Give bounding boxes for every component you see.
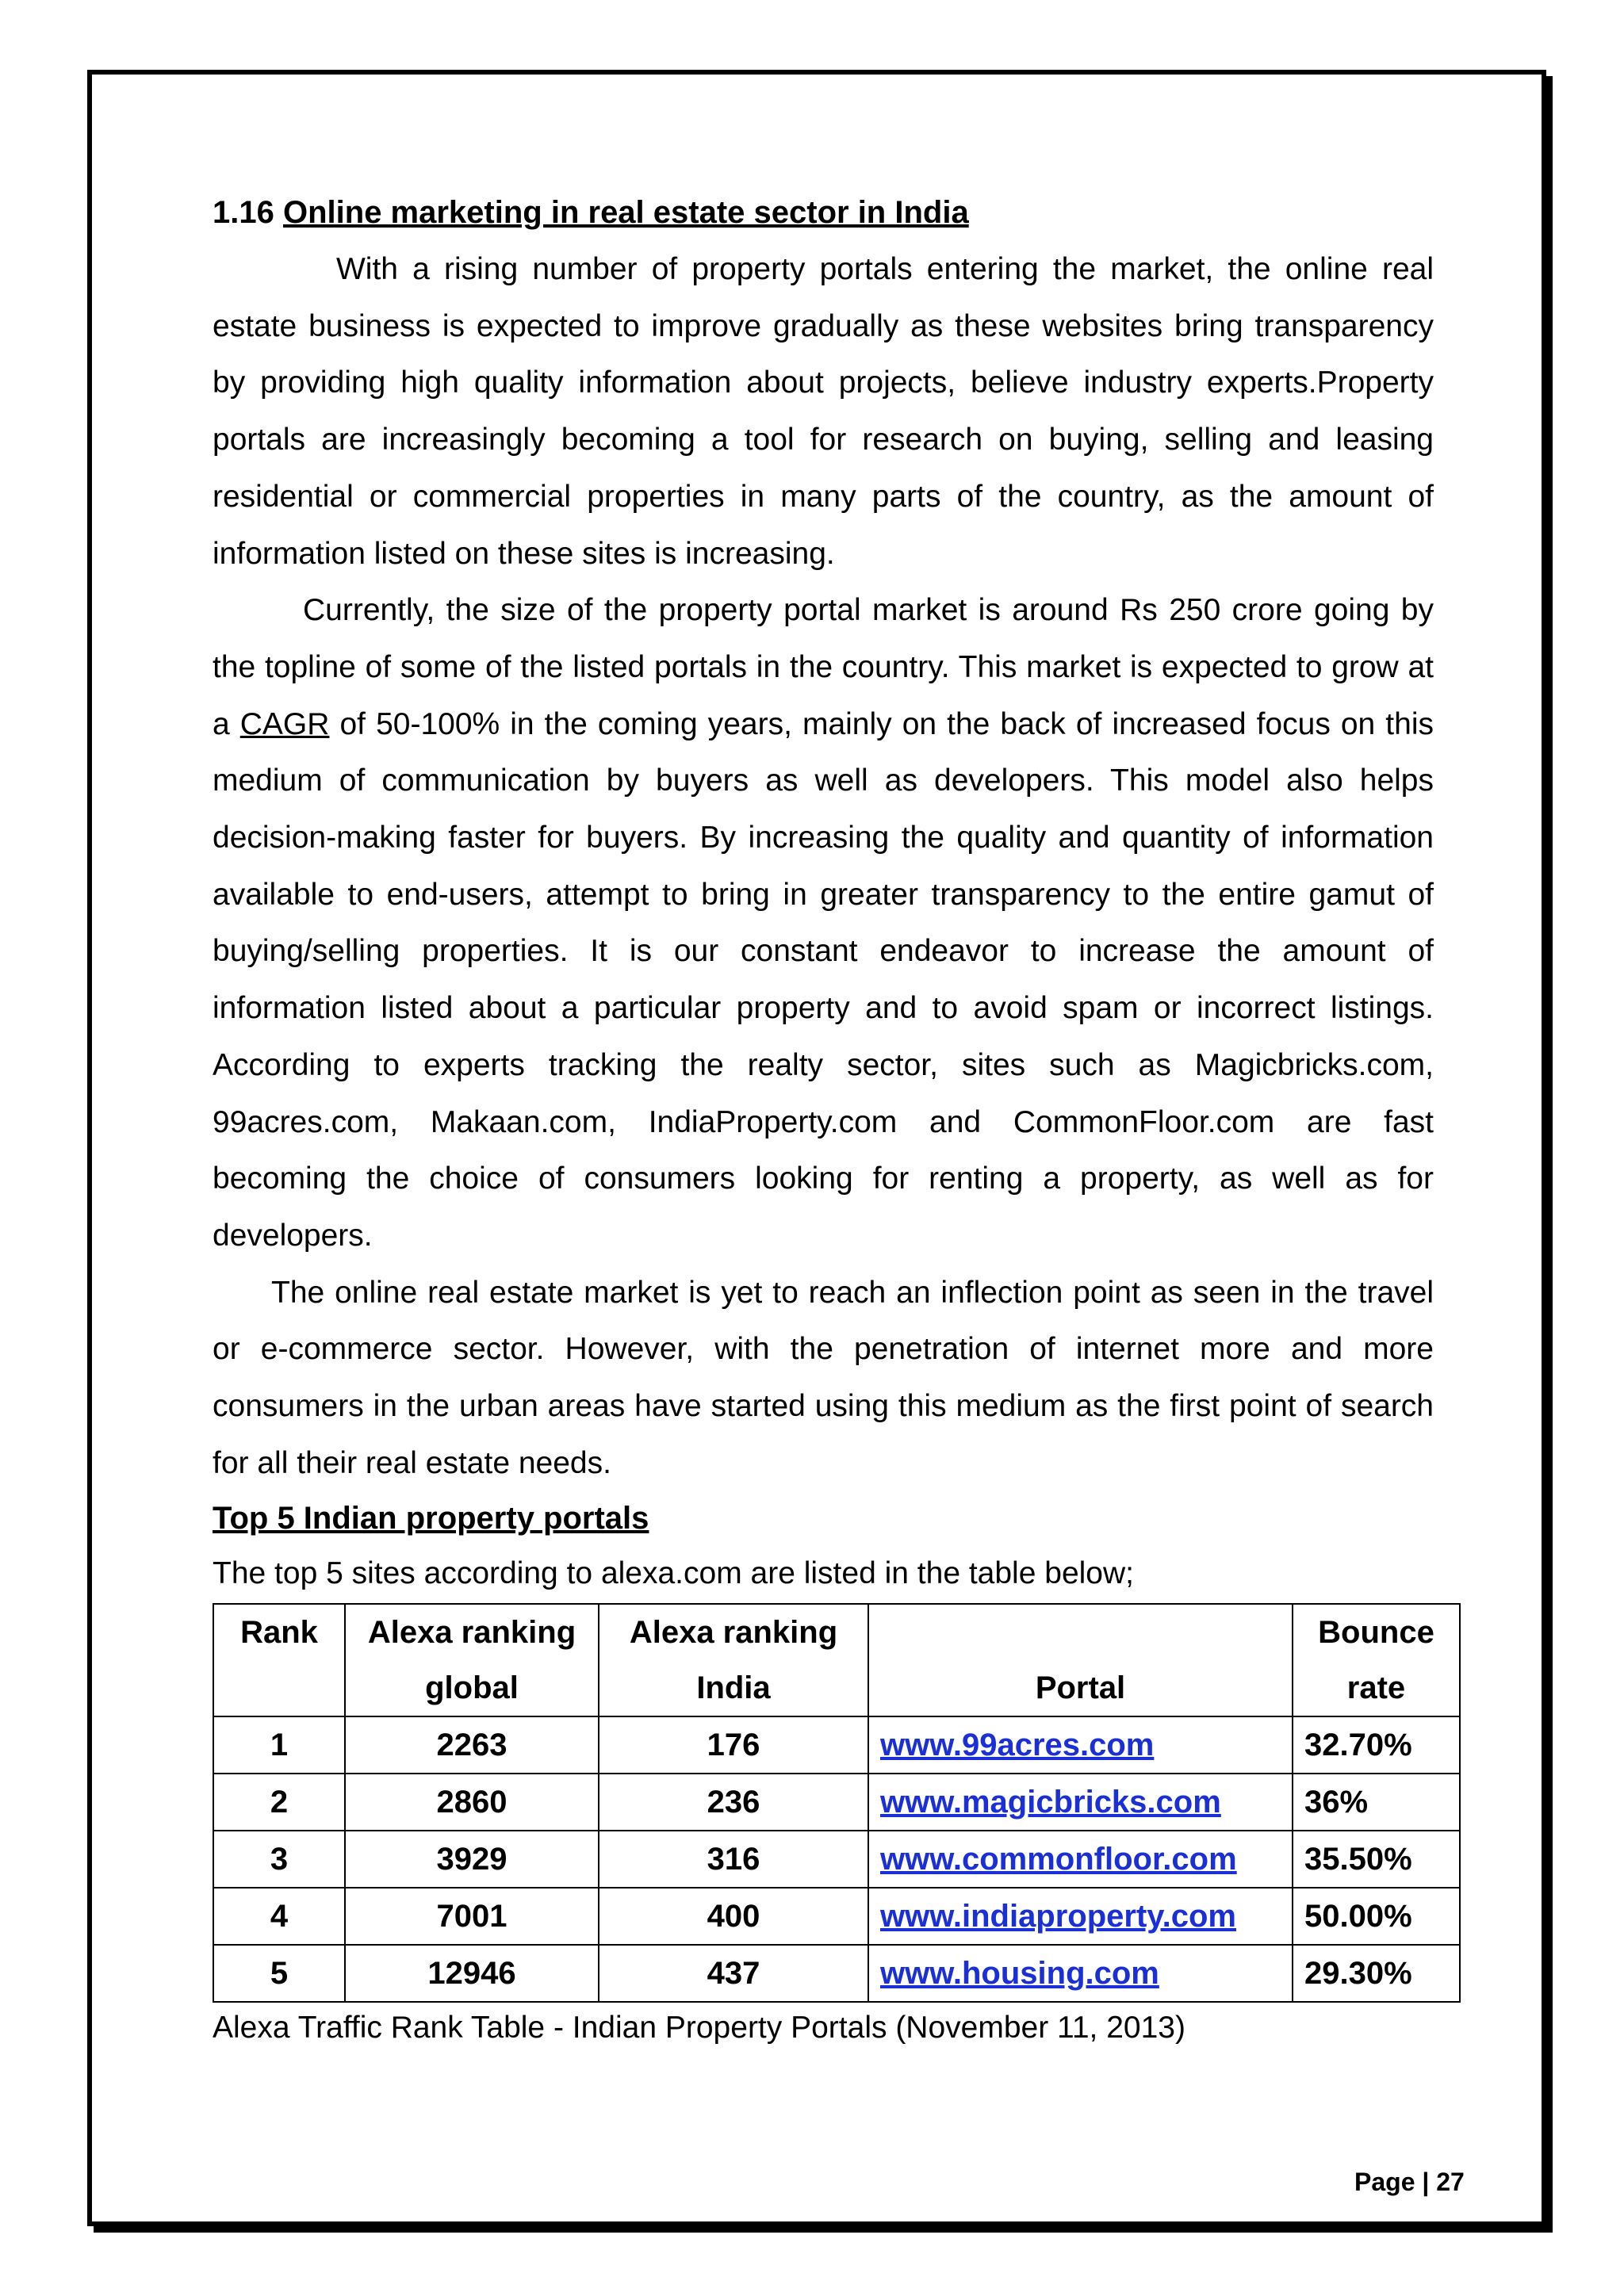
table-row <box>213 1945 1460 2002</box>
table-row <box>213 1888 1460 1945</box>
cell-india: 400 <box>599 1888 868 1945</box>
table-intro: The top 5 sites according to alexa.com are listed in the table below; <box>213 1556 1134 1591</box>
cell-portal <box>868 1945 1293 2002</box>
header-india <box>599 1604 868 1716</box>
header-bounce <box>1293 1604 1460 1716</box>
paragraph-3: The online real estate market is yet to reach an inflection point as seen in the travel or e-commerce sector. However, with the penetration of internet more and more consumers in the urban areas have started using this medium as the first point of search for all their real estate needs. <box>213 1275 1434 1480</box>
cell-portal <box>868 1888 1293 1945</box>
header-portal-label: Portal <box>1035 1670 1126 1705</box>
portals-table <box>213 1603 1461 2003</box>
paragraph-2-after: of 50-100% in the coming years, mainly on the back of increased focus on this medium of communication by buyers as well as developers. This model also helps decision-making faster for buyers. By increasing the quality and quantity of information available to end-users, attempt to bring in greater transparency to the entire gamut of buying/selling properties. It is our constant endeavor to increase the amount of information listed about a particular property and to avoid spam or incorrect listings. According to experts tracking the realty sector, sites such as Magicbricks.com, 99acres.com, Makaan.com, IndiaProperty.com and CommonFloor.com are fast becoming the choice of consumers looking for renting a property, as well as for developers. <box>213 706 1434 1253</box>
header-portal <box>868 1604 1293 1716</box>
cell-global: 12946 <box>345 1945 599 2002</box>
header-global-line1: Alexa ranking <box>367 1615 576 1650</box>
portal-link[interactable]: www.housing.com <box>880 1956 1159 1991</box>
table-row <box>213 1774 1460 1831</box>
paragraph-2 <box>213 582 1434 1264</box>
cagr-link[interactable]: CAGR <box>239 706 330 741</box>
header-global-line2: global <box>425 1670 519 1705</box>
header-rank <box>213 1604 345 1716</box>
table-row <box>213 1716 1460 1774</box>
cell-bounce: 35.50% <box>1293 1831 1460 1888</box>
cell-india: 236 <box>599 1774 868 1831</box>
main-content <box>213 184 1434 1602</box>
portal-link[interactable]: www.commonfloor.com <box>880 1842 1237 1877</box>
header-india-line2: India <box>696 1670 771 1705</box>
portal-link[interactable]: www.magicbricks.com <box>880 1785 1221 1820</box>
cell-portal <box>868 1831 1293 1888</box>
section-number: 1.16 <box>213 195 274 230</box>
table-caption: Alexa Traffic Rank Table - Indian Property Portals (November 11, 2013) <box>213 2011 1185 2045</box>
section-title: Online marketing in real estate sector in India <box>282 195 969 230</box>
paragraph-2-before: Currently, the size of the property portal market is around Rs 250 crore going by the topline of some of the listed portals in the country. This market is expected to grow at a <box>213 593 1434 741</box>
table-header-row <box>213 1604 1460 1716</box>
cell-rank: 3 <box>213 1831 345 1888</box>
cell-bounce: 36% <box>1293 1774 1460 1831</box>
page-number: Page | 27 <box>1354 2168 1465 2196</box>
table-row <box>213 1831 1460 1888</box>
cell-india: 176 <box>599 1716 868 1774</box>
cell-rank: 4 <box>213 1888 345 1945</box>
header-bounce-line2: rate <box>1346 1670 1406 1705</box>
header-bounce-line1: Bounce <box>1318 1615 1434 1650</box>
header-rank-label: Rank <box>240 1615 318 1650</box>
section-heading <box>213 184 1434 241</box>
cell-global: 2860 <box>345 1774 599 1831</box>
cell-india: 316 <box>599 1831 868 1888</box>
cell-global: 7001 <box>345 1888 599 1945</box>
cell-global: 2263 <box>345 1716 599 1774</box>
portal-link[interactable]: www.indiaproperty.com <box>880 1899 1236 1934</box>
portal-link[interactable]: www.99acres.com <box>880 1728 1155 1762</box>
cell-bounce: 32.70% <box>1293 1716 1460 1774</box>
header-global <box>345 1604 599 1716</box>
cell-portal <box>868 1716 1293 1774</box>
cell-india: 437 <box>599 1945 868 2002</box>
cell-portal <box>868 1774 1293 1831</box>
cell-rank: 1 <box>213 1716 345 1774</box>
subheading: Top 5 Indian property portals <box>213 1501 649 1536</box>
cell-rank: 5 <box>213 1945 345 2002</box>
cell-bounce: 29.30% <box>1293 1945 1460 2002</box>
cell-bounce: 50.00% <box>1293 1888 1460 1945</box>
cell-global: 3929 <box>345 1831 599 1888</box>
paragraph-1: With a rising number of property portals entering the market, the online real estate business is expected to improve gradually as these websites bring transparency by providing high quality information about projects, believe industry experts.Property portals are increasingly becoming a tool for research on buying, selling and leasing residential or commercial properties in many parts of the country, as the amount of information listed on these sites is increasing. <box>213 252 1434 571</box>
cell-rank: 2 <box>213 1774 345 1831</box>
header-india-line1: Alexa ranking <box>629 1615 838 1650</box>
